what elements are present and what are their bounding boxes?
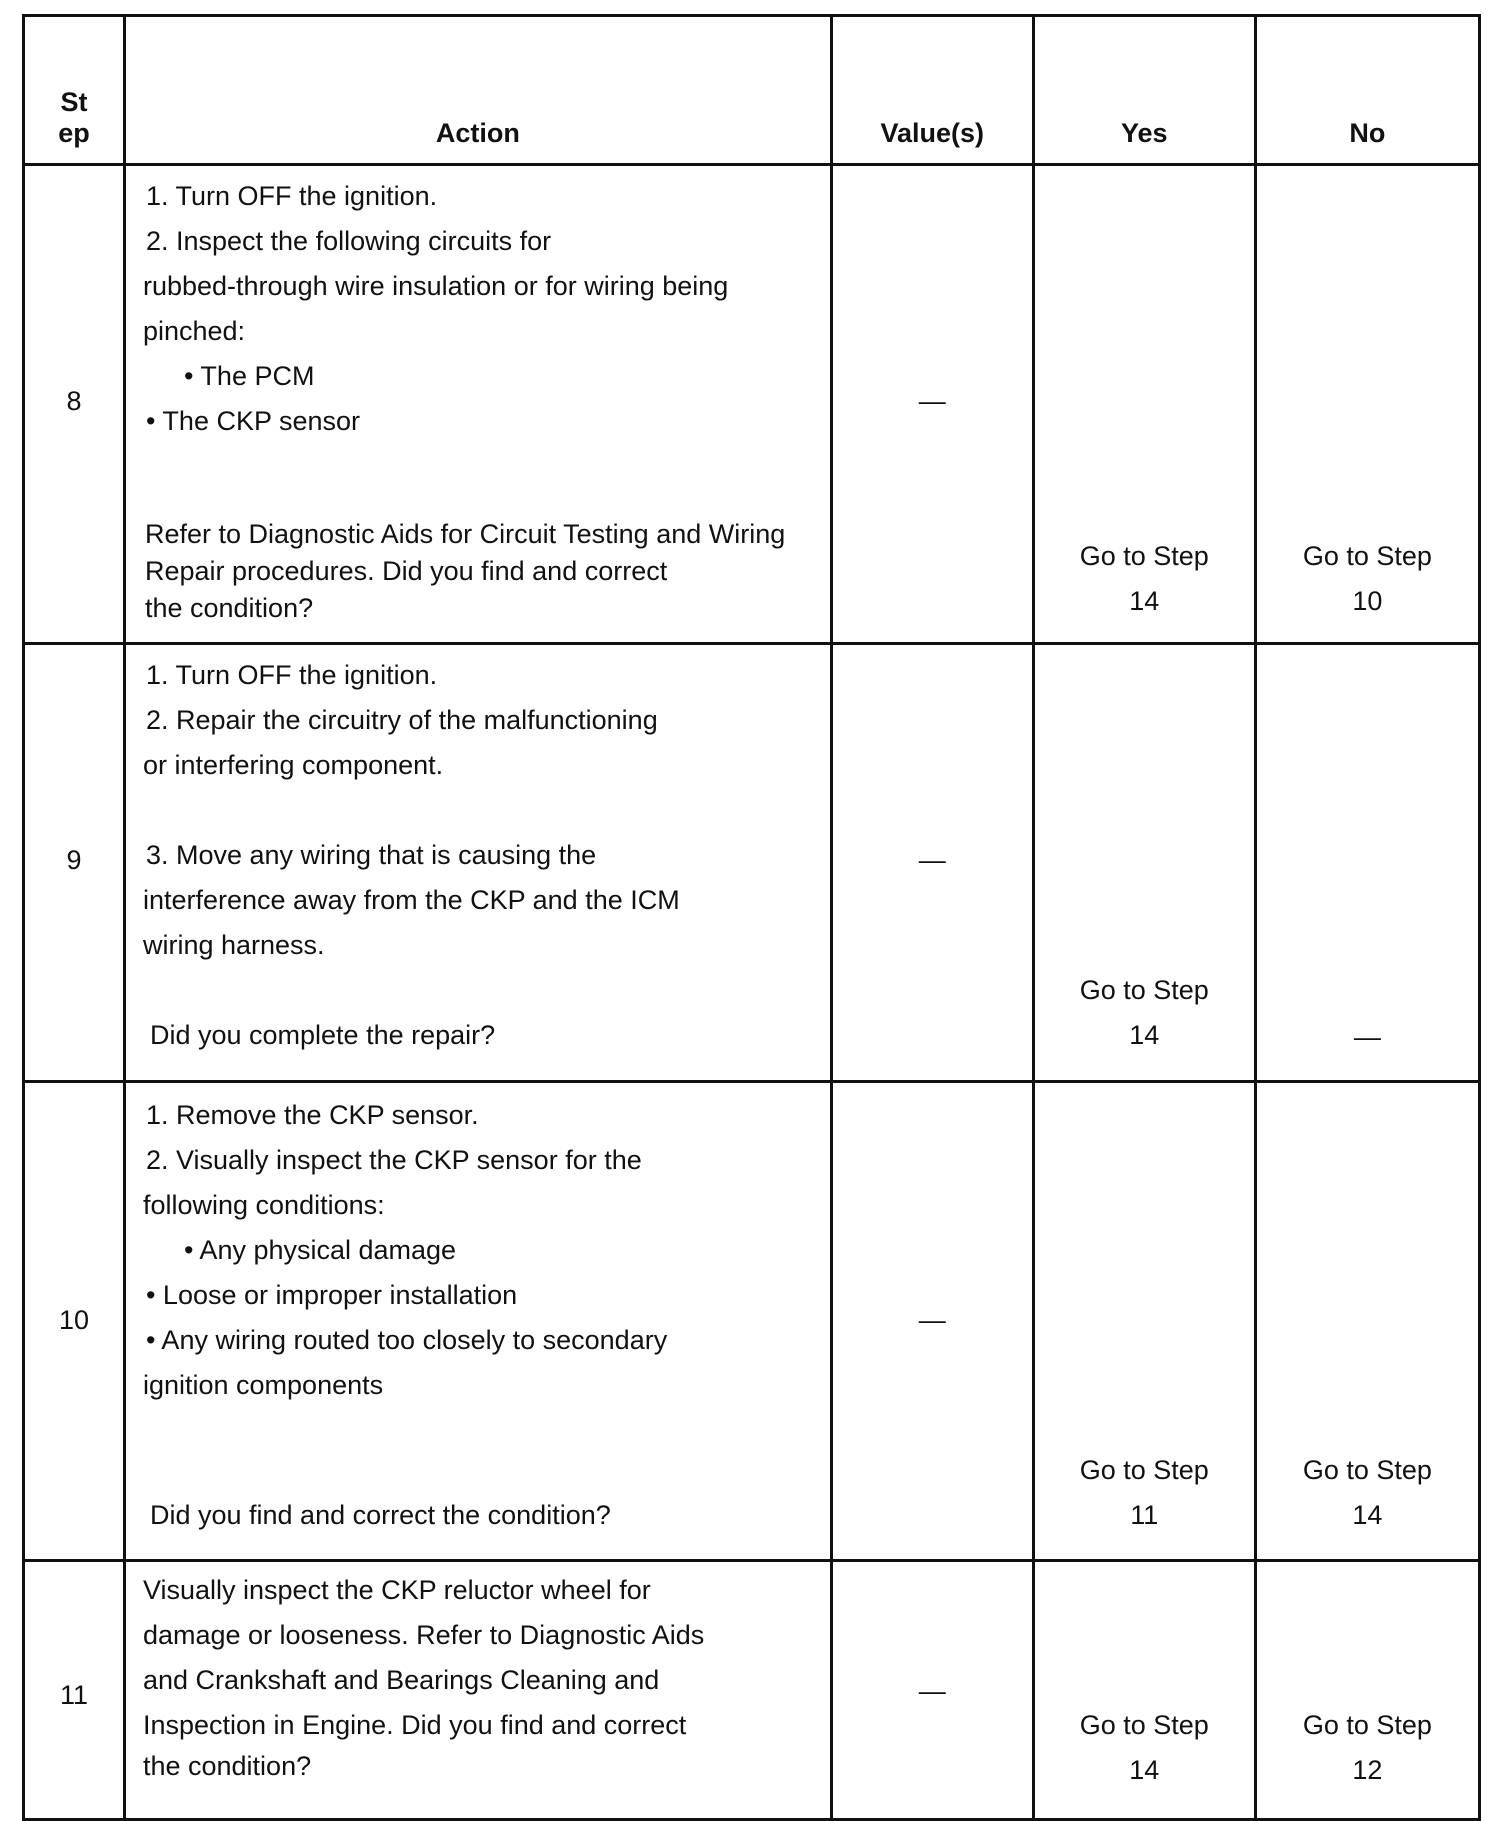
value-cell (831, 644, 1033, 1082)
step-cell (24, 165, 125, 644)
action-line: or interfering component. (142, 750, 444, 780)
no-cell (1255, 1082, 1479, 1561)
action-cell (124, 644, 831, 1082)
yes-label: Go to Step (1079, 1455, 1209, 1485)
header-values: Value(s) (831, 16, 1033, 165)
bullet-item: • The PCM (183, 361, 315, 391)
table-row (24, 1082, 1480, 1561)
header-yes: Yes (1033, 16, 1255, 165)
yes-cell (1033, 1561, 1255, 1820)
action-line: 2. Repair the circuitry of the malfunctioning (145, 705, 658, 735)
action-line: following conditions: (142, 1190, 385, 1220)
action-line: 3. Move any wiring that is causing the (145, 840, 597, 870)
no-step: 14 (1352, 1500, 1383, 1530)
table-row (24, 644, 1480, 1082)
question-line: Refer to Diagnostic Aids for Circuit Testing and Wiring (144, 519, 786, 549)
no-dash: — (1353, 1022, 1381, 1052)
bullet-item: • The CKP sensor (145, 406, 361, 436)
yes-label: Go to Step (1079, 975, 1209, 1005)
no-cell (1255, 165, 1479, 644)
action-line: 2. Inspect the following circuits for (145, 226, 552, 256)
action-line: 2. Visually inspect the CKP sensor for the (145, 1145, 642, 1175)
header-row (24, 16, 1480, 165)
action-line: and Crankshaft and Bearings Cleaning and (142, 1665, 660, 1695)
yes-cell (1033, 165, 1255, 644)
action-line: pinched: (142, 316, 246, 346)
value-dash: — (918, 1676, 946, 1706)
action-line: the condition? (142, 1751, 312, 1781)
table-row (24, 165, 1480, 644)
step-number: 8 (66, 386, 82, 416)
value-dash: — (918, 1305, 946, 1335)
action-line: rubbed-through wire insulation or for wiring being (142, 271, 729, 301)
step-number: 9 (66, 845, 82, 875)
no-label: Go to Step (1302, 1455, 1432, 1485)
yes-step: 14 (1129, 586, 1160, 616)
bullet-item: • Any physical damage (183, 1235, 457, 1265)
no-label: Go to Step (1302, 541, 1432, 571)
step-number: 11 (59, 1680, 88, 1710)
header-no: No (1255, 16, 1479, 165)
action-line: ignition components (142, 1370, 384, 1400)
no-step: 12 (1352, 1755, 1383, 1785)
no-cell (1255, 644, 1479, 1082)
question-line: Repair procedures. Did you find and correct (144, 556, 668, 586)
table-row (24, 1561, 1480, 1820)
yes-step: 14 (1129, 1755, 1160, 1785)
action-line: damage or looseness. Refer to Diagnostic Aids (142, 1620, 705, 1650)
yes-cell (1033, 1082, 1255, 1561)
action-line: 1. Turn OFF the ignition. (145, 181, 438, 211)
no-cell (1255, 1561, 1479, 1820)
step-cell (24, 1082, 125, 1561)
value-dash: — (918, 386, 946, 416)
value-cell (831, 1082, 1033, 1561)
step-cell (24, 644, 125, 1082)
action-cell (124, 165, 831, 644)
yes-label: Go to Step (1079, 1710, 1209, 1740)
action-line: Inspection in Engine. Did you find and correct (142, 1710, 687, 1740)
value-cell (831, 165, 1033, 644)
action-line: 1. Turn OFF the ignition. (145, 660, 438, 690)
question-line: Did you complete the repair? (149, 1020, 496, 1050)
no-step: 10 (1352, 586, 1383, 616)
action-line: wiring harness. (142, 930, 325, 960)
bullet-item: • Loose or improper installation (145, 1280, 518, 1310)
yes-cell (1033, 644, 1255, 1082)
no-label: Go to Step (1302, 1710, 1432, 1740)
yes-step: 11 (1130, 1500, 1159, 1530)
yes-step: 14 (1129, 1020, 1160, 1050)
action-line: 1. Remove the CKP sensor. (145, 1100, 479, 1130)
action-line: interference away from the CKP and the ICM (142, 885, 680, 915)
diagnostic-table (22, 14, 1481, 1821)
action-cell (124, 1561, 831, 1820)
yes-label: Go to Step (1079, 541, 1209, 571)
value-dash: — (918, 845, 946, 875)
question-line: the condition? (144, 593, 314, 623)
question-line: Did you find and correct the condition? (149, 1500, 611, 1530)
action-cell (124, 1082, 831, 1561)
bullet-item: • Any wiring routed too closely to secondary (145, 1325, 668, 1355)
header-step-line2: ep (58, 118, 90, 148)
step-number: 10 (58, 1305, 89, 1335)
header-action: Action (124, 16, 831, 165)
step-cell (24, 1561, 125, 1820)
action-line: Visually inspect the CKP reluctor wheel for (142, 1575, 651, 1605)
value-cell (831, 1561, 1033, 1820)
header-step-line1: St (60, 87, 88, 117)
header-step (24, 16, 125, 165)
